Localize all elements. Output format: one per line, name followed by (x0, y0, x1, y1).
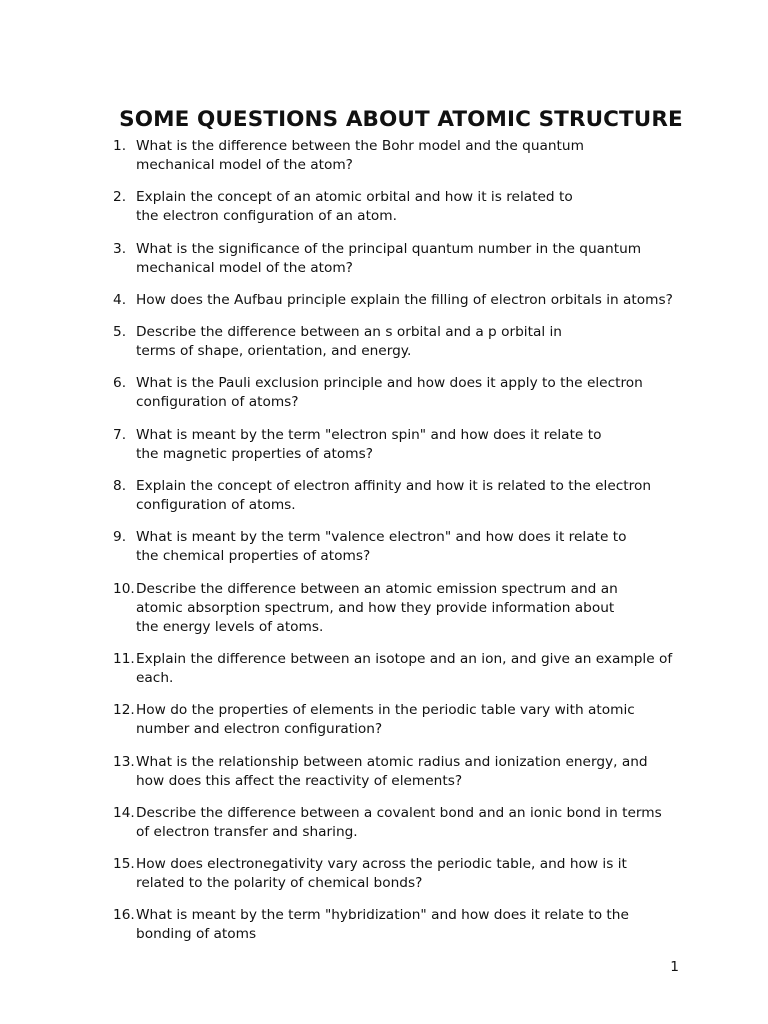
question-number: 2. (113, 189, 127, 206)
question-text-line: What is the significance of the principal quantum number in the quantum (136, 240, 642, 257)
question-number: 12. (113, 702, 135, 719)
question-text-line: How do the properties of elements in the periodic table vary with atomic (136, 702, 635, 719)
question-number: 9. (113, 529, 127, 546)
question-text-line: Explain the concept of electron affinity and how it is related to the electron (136, 478, 652, 495)
question-text (136, 580, 713, 637)
question-item (113, 650, 713, 688)
question-item (113, 580, 713, 637)
question-text-line: What is meant by the term "valence electron" and how does it relate to (136, 529, 627, 546)
question-number: 3. (113, 240, 127, 257)
question-text-line: What is the Pauli exclusion principle and how does it apply to the electron (136, 375, 643, 392)
question-number: 11. (113, 650, 135, 667)
question-item (113, 701, 713, 739)
question-text (136, 855, 713, 893)
question-text-line: What is meant by the term "hybridization" and how does it relate to the (136, 907, 629, 924)
question-text (136, 291, 713, 310)
question-text-line: terms of shape, orientation, and energy. (136, 343, 412, 360)
question-number: 4. (113, 291, 127, 308)
question-text-line: atomic absorption spectrum, and how they provide information about (136, 599, 615, 616)
question-text (136, 240, 713, 278)
question-text-line: mechanical model of the atom? (136, 157, 353, 173)
question-text (136, 374, 713, 412)
question-item (113, 188, 713, 226)
question-item (113, 753, 713, 791)
question-text (136, 477, 713, 515)
question-number: 13. (113, 753, 135, 770)
question-item (113, 804, 713, 842)
question-number: 6. (113, 375, 127, 392)
question-item (113, 374, 713, 412)
question-text-line: What is the relationship between atomic radius and ionization energy, and (136, 753, 648, 770)
question-text-line: how does this affect the reactivity of elements? (136, 772, 463, 789)
question-text-line: Explain the difference between an isotope and an ion, and give an example of (136, 650, 673, 667)
question-number: 5. (113, 324, 127, 341)
question-number: 16. (113, 907, 135, 924)
question-text-line: Explain the concept of an atomic orbital and how it is related to (136, 189, 573, 206)
question-item (113, 291, 713, 310)
question-text (136, 701, 713, 739)
question-text-line: configuration of atoms. (136, 497, 296, 514)
question-text-line: Describe the difference between a covalent bond and an ionic bond in terms (136, 804, 662, 821)
question-item (113, 477, 713, 515)
question-text (136, 650, 713, 688)
question-number: 15. (113, 856, 135, 873)
question-text-line: number and electron configuration? (136, 721, 383, 738)
question-text-line: of electron transfer and sharing. (136, 823, 358, 840)
question-text-line: the chemical properties of atoms? (136, 548, 371, 565)
question-text (136, 753, 713, 791)
question-number: 8. (113, 478, 127, 495)
question-text-line: each. (136, 669, 174, 686)
question-item (113, 855, 713, 893)
question-text (136, 906, 713, 944)
question-item (113, 906, 713, 944)
question-text-line: mechanical model of the atom? (136, 259, 353, 276)
question-number: 1. (113, 138, 127, 154)
question-text (136, 137, 713, 175)
question-item (113, 323, 713, 361)
question-text-line: bonding of atoms (136, 926, 257, 943)
question-text-line: Describe the difference between an s orbital and a p orbital in (136, 324, 562, 341)
question-text-line: the magnetic properties of atoms? (136, 445, 373, 462)
question-text-line: the electron configuration of an atom. (136, 208, 397, 225)
question-number: 10. (113, 580, 135, 597)
question-text-line: configuration of atoms? (136, 394, 299, 411)
question-number: 14. (113, 804, 135, 821)
question-text (136, 323, 713, 361)
question-number: 7. (113, 426, 127, 443)
question-text-line: the energy levels of atoms. (136, 618, 324, 635)
question-text-line: related to the polarity of chemical bonds? (136, 875, 423, 892)
question-text (136, 804, 713, 842)
question-list (113, 137, 713, 958)
question-item (113, 137, 713, 175)
page-title: SOME QUESTIONS ABOUT ATOMIC STRUCTURE (119, 107, 683, 133)
question-text-line: How does the Aufbau principle explain the filling of electron orbitals in atoms? (136, 291, 673, 308)
question-item (113, 426, 713, 464)
question-item (113, 240, 713, 278)
question-text-line: Describe the difference between an atomic emission spectrum and an (136, 580, 618, 597)
question-text (136, 528, 713, 566)
question-text (136, 188, 713, 226)
question-item (113, 528, 713, 566)
question-text-line: What is meant by the term "electron spin" and how does it relate to (136, 426, 602, 443)
page-number: 1 (670, 959, 679, 975)
question-text-line: What is the difference between the Bohr model and the quantum (136, 138, 584, 154)
question-text-line: How does electronegativity vary across the periodic table, and how is it (136, 856, 627, 873)
question-text (136, 426, 713, 464)
